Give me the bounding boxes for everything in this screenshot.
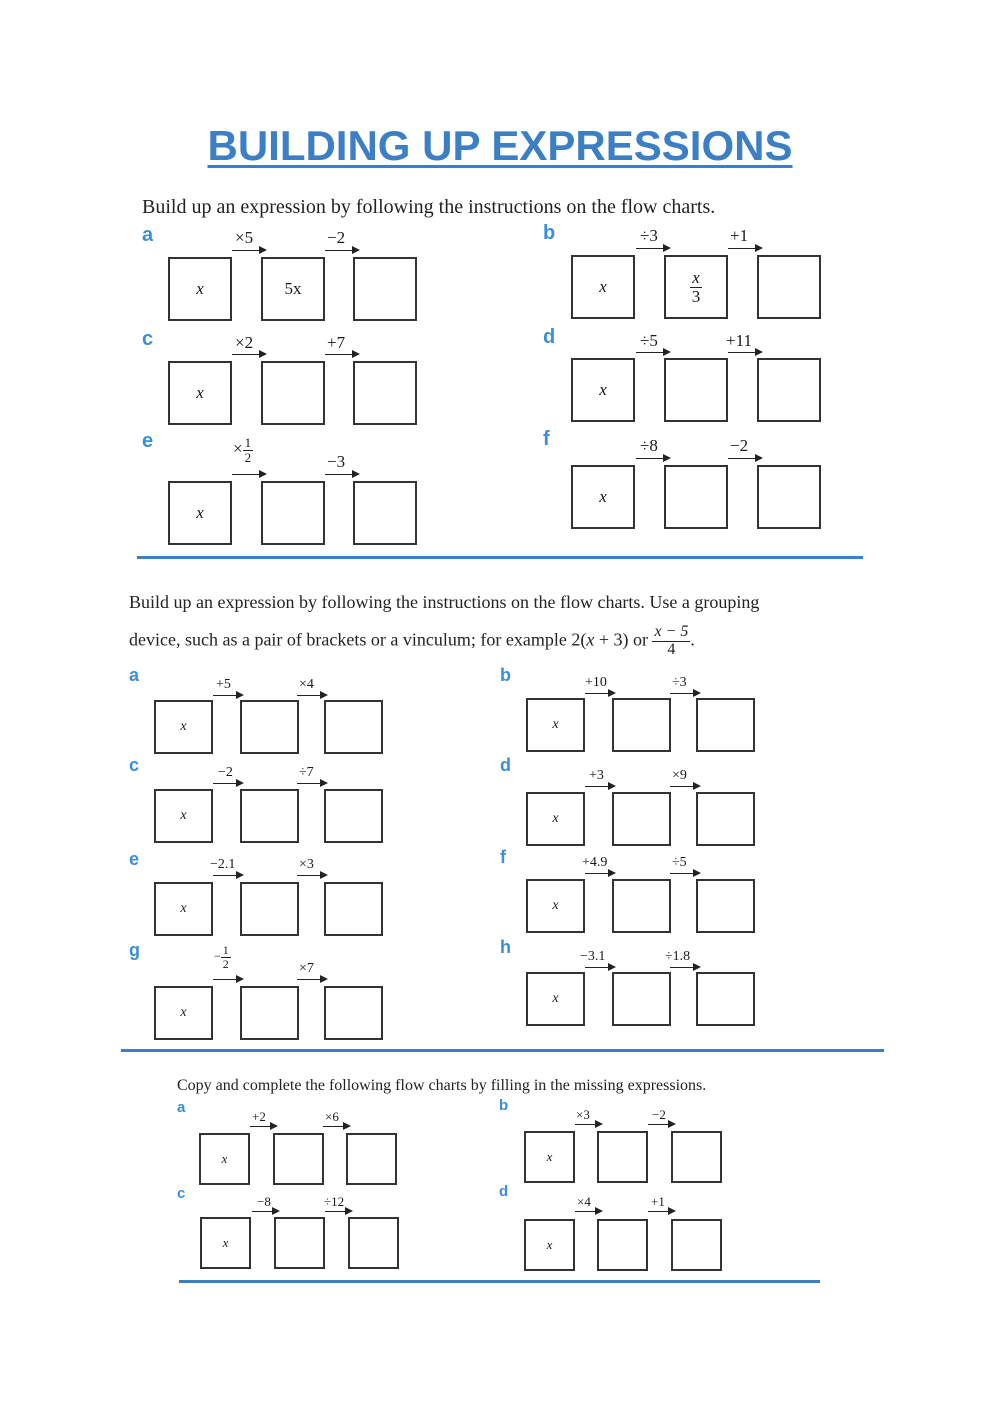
operation-label: −2 — [730, 436, 749, 455]
answer-box[interactable] — [240, 882, 299, 936]
operation-label: ×3 — [576, 1107, 590, 1122]
operation-label: +3 — [589, 768, 604, 783]
operation-label: ÷3 — [672, 675, 687, 690]
start-box: x — [526, 972, 585, 1026]
arrow-right-icon — [232, 250, 260, 251]
section-divider — [179, 1280, 820, 1283]
answer-box[interactable] — [274, 1217, 325, 1269]
answer-box[interactable] — [671, 1131, 722, 1183]
section2-instruction-line2: device, such as a pair of brackets or a vinculum; for example 2(x + 3) or $\frac{x - 5}{4}$ . — [129, 623, 695, 658]
answer-box[interactable] — [664, 465, 728, 529]
start-box: x — [524, 1219, 575, 1271]
chart-letter: d — [500, 755, 511, 775]
operation-label: ÷8 — [640, 436, 658, 455]
arrow-right-icon — [213, 783, 237, 784]
arrow-right-icon — [297, 979, 321, 980]
arrow-right-icon — [325, 354, 353, 355]
arrow-right-icon — [636, 248, 664, 249]
operation-label: −2 — [327, 228, 346, 247]
chart-letter: d — [499, 1183, 509, 1200]
arrow-right-icon — [213, 695, 237, 696]
page-title: BUILDING UP EXPRESSIONS — [207, 122, 793, 169]
chart-letter: b — [499, 1097, 509, 1114]
section-divider — [137, 556, 863, 559]
start-box: x — [168, 481, 232, 545]
operation-label: ÷3 — [640, 226, 658, 245]
answer-box[interactable] — [757, 465, 821, 529]
start-box: x — [526, 698, 585, 752]
arrow-right-icon — [728, 458, 756, 459]
arrow-right-icon — [323, 1126, 344, 1127]
arrow-right-icon — [213, 875, 237, 876]
chart-letter: a — [177, 1099, 186, 1116]
operation-label: ÷1.8 — [665, 949, 691, 964]
answer-box[interactable] — [696, 698, 755, 752]
operation-label: − $\frac{1}{2}$ — [214, 943, 229, 971]
operation-label: ÷12 — [324, 1194, 345, 1209]
start-box: x — [168, 361, 232, 425]
chart-letter: b — [543, 222, 556, 244]
arrow-right-icon — [728, 248, 756, 249]
operation-label: ×3 — [299, 857, 314, 872]
arrow-right-icon — [670, 967, 694, 968]
answer-box[interactable] — [324, 882, 383, 936]
operation-label: × $\frac{1}{2}$ — [233, 435, 252, 465]
answer-box[interactable] — [348, 1217, 399, 1269]
arrow-right-icon — [213, 979, 237, 980]
arrow-right-icon — [585, 873, 609, 874]
answer-box[interactable] — [664, 358, 728, 422]
arrow-right-icon — [728, 352, 756, 353]
arrow-right-icon — [250, 1126, 271, 1127]
answer-box[interactable] — [597, 1219, 648, 1271]
arrow-right-icon — [670, 873, 694, 874]
answer-box[interactable] — [696, 792, 755, 846]
start-box: x — [154, 700, 213, 754]
answer-box[interactable] — [757, 255, 821, 319]
operation-label: ×7 — [299, 961, 314, 976]
operation-label: +1 — [651, 1194, 665, 1209]
arrow-right-icon — [325, 1211, 346, 1212]
arrow-right-icon — [670, 786, 694, 787]
answer-box[interactable] — [612, 792, 671, 846]
start-box: x — [168, 257, 232, 321]
answer-box[interactable] — [353, 257, 417, 321]
chart-letter: h — [500, 937, 511, 957]
operation-label: ÷7 — [299, 765, 314, 780]
chart-letter: c — [129, 755, 140, 775]
answer-box[interactable] — [353, 481, 417, 545]
chart-letter: b — [500, 665, 511, 685]
operation-label: −2 — [218, 765, 233, 780]
operation-label: ÷5 — [640, 331, 658, 350]
start-box: x — [571, 358, 635, 422]
arrow-right-icon — [585, 967, 609, 968]
start-box: x — [200, 1217, 251, 1269]
operation-label: ×4 — [299, 677, 314, 692]
answer-box[interactable] — [696, 879, 755, 933]
start-box: x — [154, 882, 213, 936]
answer-box[interactable] — [664, 255, 728, 319]
start-box: x — [524, 1131, 575, 1183]
answer-box[interactable] — [240, 986, 299, 1040]
operation-label: ×6 — [325, 1109, 339, 1124]
answer-box[interactable] — [261, 361, 325, 425]
operation-label: +4.9 — [582, 855, 608, 870]
arrow-right-icon — [648, 1211, 669, 1212]
arrow-right-icon — [575, 1211, 596, 1212]
answer-box[interactable] — [346, 1133, 397, 1185]
chart-letter: a — [129, 665, 140, 685]
answer-box[interactable] — [597, 1131, 648, 1183]
operation-label: ÷5 — [672, 855, 687, 870]
operation-label: −2 — [652, 1107, 666, 1122]
arrow-right-icon — [325, 474, 353, 475]
answer-box[interactable] — [757, 358, 821, 422]
arrow-right-icon — [648, 1124, 669, 1125]
chart-letter: f — [543, 428, 550, 450]
chart-letter: d — [543, 326, 556, 348]
operation-label: +7 — [327, 333, 346, 352]
section1-instruction: Build up an expression by following the instructions on the flow charts. — [142, 196, 716, 218]
chart-letter: f — [500, 847, 506, 867]
arrow-right-icon — [297, 875, 321, 876]
arrow-right-icon — [232, 474, 260, 475]
answer-box[interactable] — [612, 879, 671, 933]
answer-box[interactable] — [324, 789, 383, 843]
start-box: x — [571, 465, 635, 529]
answer-box[interactable] — [261, 481, 325, 545]
operation-label: +2 — [252, 1109, 266, 1124]
section-divider — [121, 1049, 884, 1052]
arrow-right-icon — [297, 783, 321, 784]
chart-letter: e — [142, 430, 154, 452]
operation-label: +11 — [726, 331, 752, 350]
answer-box[interactable] — [612, 698, 671, 752]
arrow-right-icon — [325, 250, 353, 251]
operation-label: ×9 — [672, 768, 687, 783]
start-box: x — [154, 986, 213, 1040]
arrow-right-icon — [297, 695, 321, 696]
operation-label: +1 — [730, 226, 749, 245]
chart-letter: c — [142, 328, 154, 350]
section2-instruction: Build up an expression by following the instructions on the flow charts. Use a grouping — [129, 592, 760, 612]
operation-label: ×5 — [235, 228, 254, 247]
section3-instruction: Copy and complete the following flow charts by filling in the missing expressions. — [177, 1077, 707, 1094]
arrow-right-icon — [636, 352, 664, 353]
operation-label: ×2 — [235, 333, 254, 352]
arrow-right-icon — [232, 354, 260, 355]
operation-label: +5 — [216, 677, 231, 692]
operation-label: −3.1 — [580, 949, 606, 964]
chart-letter: a — [142, 224, 154, 246]
operation-label: −8 — [257, 1194, 271, 1209]
answer-box[interactable] — [324, 986, 383, 1040]
start-box: x — [199, 1133, 250, 1185]
start-box: x — [526, 792, 585, 846]
answer-box[interactable] — [240, 700, 299, 754]
answer-box[interactable] — [273, 1133, 324, 1185]
answer-box[interactable] — [240, 789, 299, 843]
operation-label: −2.1 — [210, 857, 236, 872]
chart-letter: g — [129, 940, 140, 960]
answer-box[interactable] — [353, 361, 417, 425]
operation-label: ×4 — [577, 1194, 591, 1209]
arrow-right-icon — [252, 1211, 273, 1212]
operation-label: −3 — [327, 452, 346, 471]
fraction: $\frac{x}{3}$ — [691, 267, 701, 306]
start-box: x — [154, 789, 213, 843]
chart-letter: c — [177, 1185, 186, 1202]
arrow-right-icon — [575, 1124, 596, 1125]
start-box: x — [526, 879, 585, 933]
answer-box[interactable]: 5x — [261, 257, 325, 321]
arrow-right-icon — [585, 693, 609, 694]
start-box: x — [571, 255, 635, 319]
arrow-right-icon — [585, 786, 609, 787]
chart-letter: e — [129, 849, 140, 869]
answer-box[interactable] — [696, 972, 755, 1026]
answer-box[interactable] — [671, 1219, 722, 1271]
arrow-right-icon — [636, 458, 664, 459]
answer-box[interactable] — [612, 972, 671, 1026]
answer-box[interactable] — [324, 700, 383, 754]
arrow-right-icon — [670, 693, 694, 694]
operation-label: +10 — [585, 675, 607, 690]
